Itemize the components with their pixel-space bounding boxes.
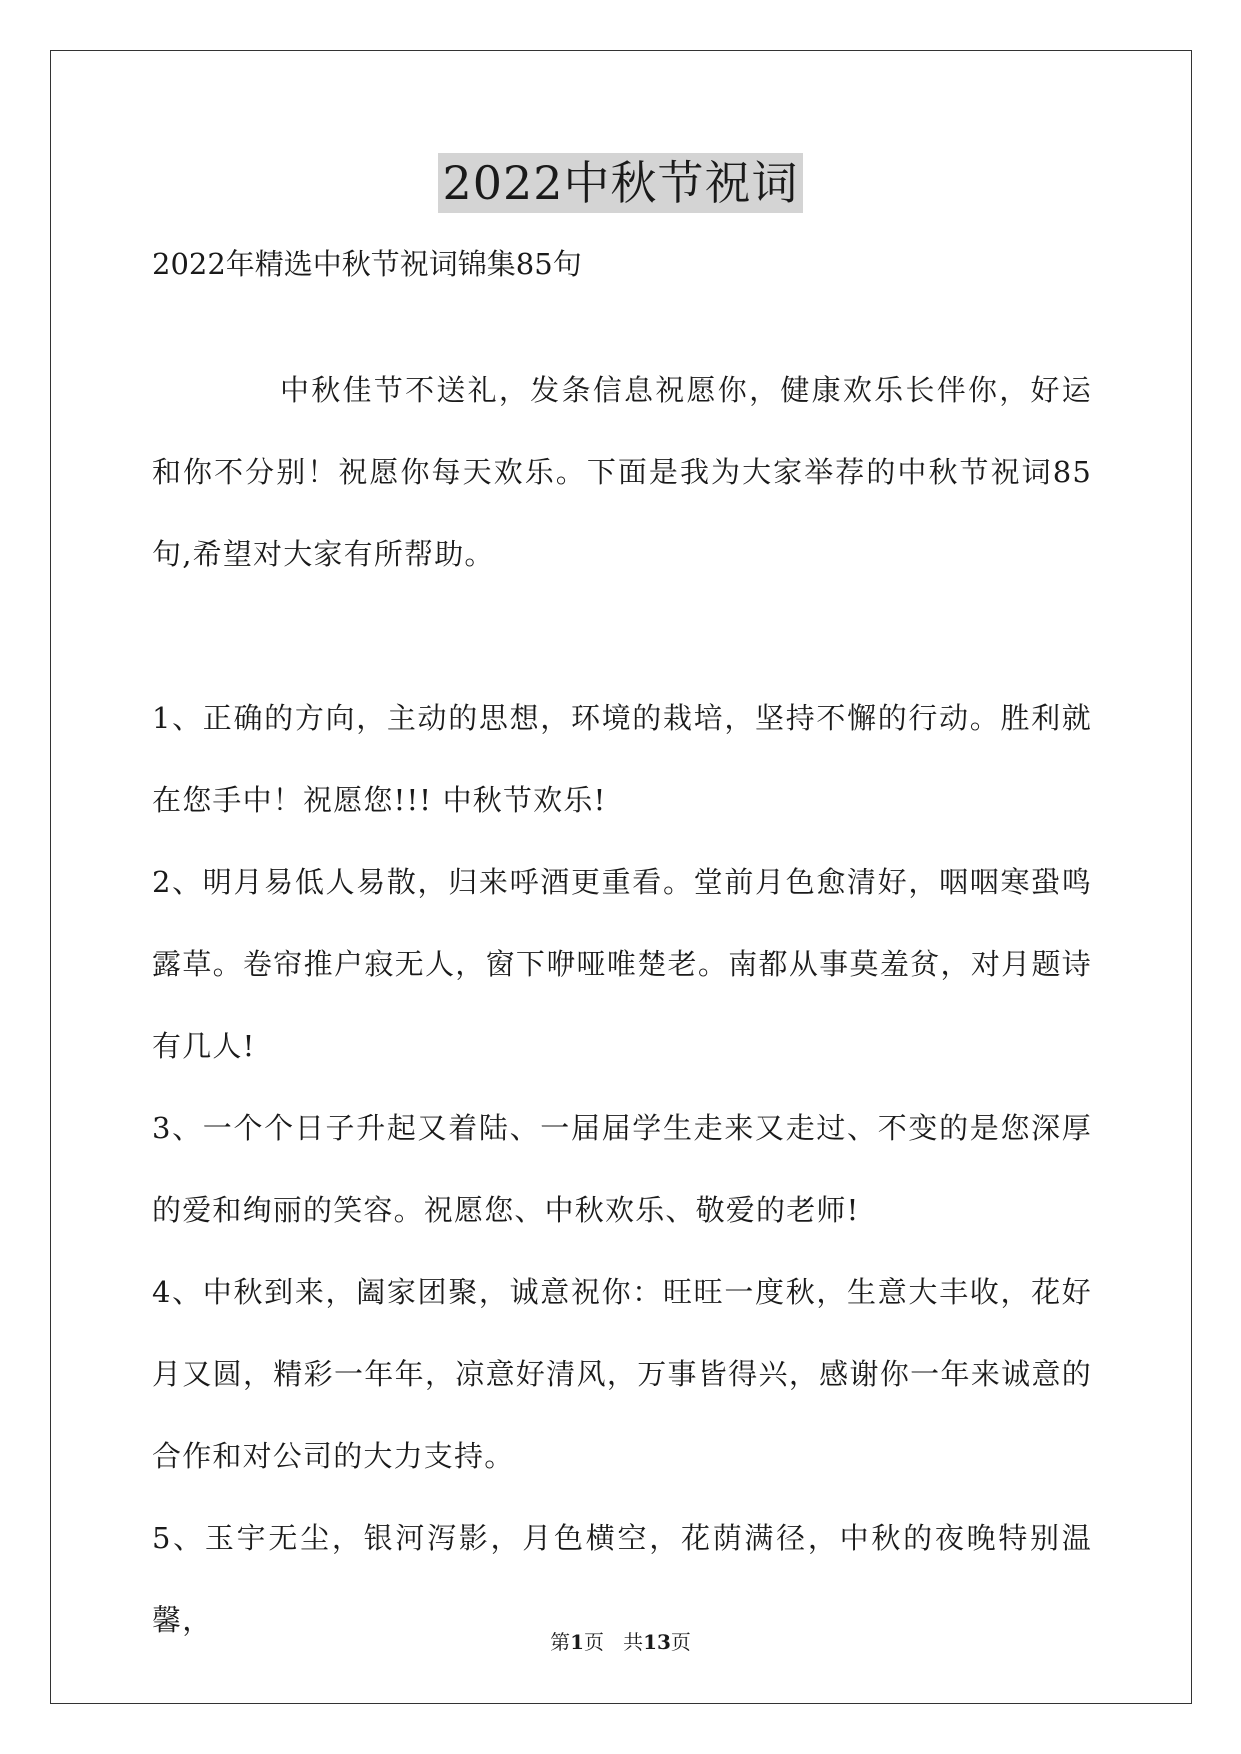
document-title: 2022中秋节祝词 xyxy=(438,153,802,213)
paragraph-gap xyxy=(152,595,1092,677)
list-item-5: 5、玉宇无尘，银河泻影，月色横空，花荫满径，中秋的夜晚特别温馨， xyxy=(152,1521,1092,1637)
list-item-4: 4、中秋到来，阖家团聚，诚意祝你：旺旺一度秋，生意大丰收，花好月又圆，精彩一年年，凉意好清风，万事皆得兴，感谢你一年来诚意的合作和对公司的大力支持。 xyxy=(152,1275,1092,1473)
title-container xyxy=(0,153,1241,213)
footer-page-total: 13 xyxy=(643,1630,671,1654)
footer-page-prefix: 第 xyxy=(550,1630,571,1654)
document-subtitle: 2022年精选中秋节祝词锦集85句 xyxy=(152,247,582,281)
list-item-1: 1、正确的方向，主动的思想，环境的栽培，坚持不懈的行动。胜利就在您手中！祝愿您!!! 中秋节欢乐! xyxy=(152,701,1092,817)
footer-page-current: 1 xyxy=(570,1630,584,1654)
page-footer xyxy=(0,1629,1241,1655)
list-item-2: 2、明月易低人易散，归来呼酒更重看。堂前月色愈清好，咽咽寒蛩鸣露草。卷帘推户寂无人，窗下咿哑唯楚老。南都从事莫羞贫，对月题诗有几人! xyxy=(152,865,1092,1063)
footer-page-mid: 页 共 xyxy=(584,1630,644,1654)
list-item-3: 3、一个个日子升起又着陆、一届届学生走来又走过、不变的是您深厚的爱和绚丽的笑容。祝愿您、中秋欢乐、敬爱的老师! xyxy=(152,1111,1092,1227)
footer-page-suffix: 页 xyxy=(670,1630,691,1654)
document-body xyxy=(152,349,1092,1661)
intro-paragraph: 中秋佳节不送礼，发条信息祝愿你，健康欢乐长伴你，好运和你不分别！祝愿你每天欢乐。下面是我为大家举荐的中秋节祝词85句,希望对大家有所帮助。 xyxy=(152,373,1092,571)
